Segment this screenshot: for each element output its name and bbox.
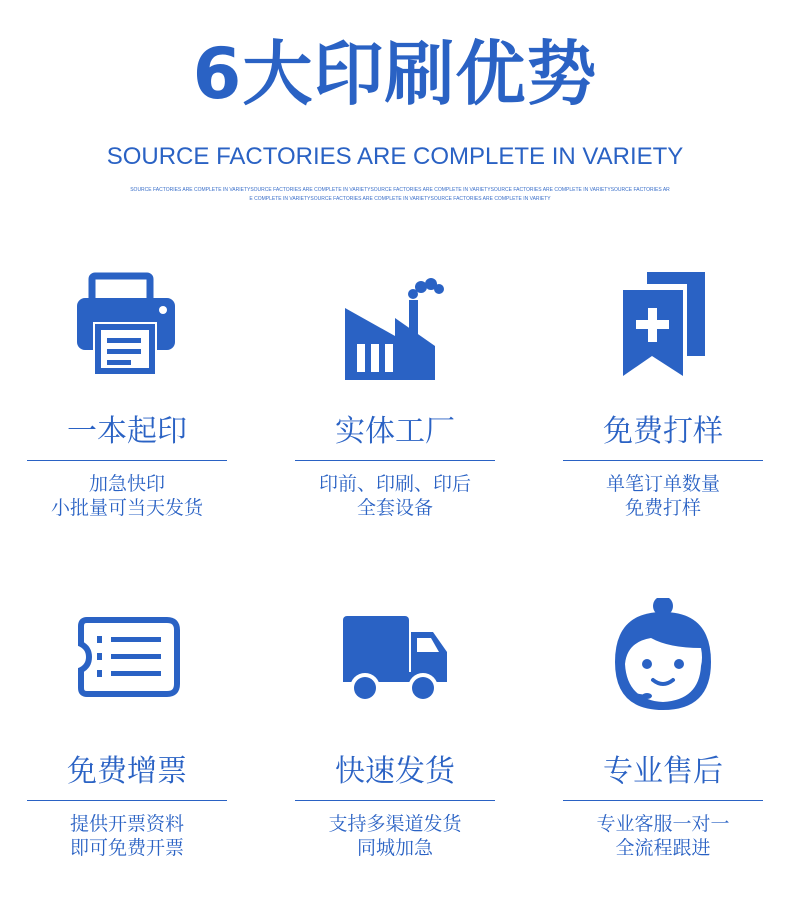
feature-desc-line: 免费打样 — [624, 497, 701, 519]
page-title: 6大印刷优势 — [192, 33, 598, 115]
feature-desc-line: 印前、印刷、印后 — [318, 473, 471, 495]
feature-free-sample — [548, 272, 778, 572]
feature-desc-line: 支持多渠道发货 — [328, 813, 462, 835]
feature-heading: 免费增票 — [67, 754, 187, 789]
feature-after-sales — [548, 598, 778, 898]
invoice-ticket-icon — [67, 612, 187, 732]
feature-desc-line: 同城加急 — [356, 837, 433, 859]
feature-heading: 实体工厂 — [335, 414, 455, 449]
divider — [295, 800, 495, 801]
feature-desc-line: 单笔订单数量 — [605, 473, 720, 495]
feature-heading: 快速发货 — [335, 754, 455, 789]
customer-service-icon — [603, 598, 723, 718]
feature-desc-line: 提供开票资料 — [69, 813, 184, 835]
divider — [563, 800, 763, 801]
divider — [27, 800, 227, 801]
feature-desc-line: 加急快印 — [88, 473, 165, 495]
feature-desc-line: 小批量可当天发货 — [50, 497, 203, 519]
delivery-truck-icon — [335, 612, 455, 732]
feature-desc-line: 全套设备 — [356, 497, 433, 519]
divider — [27, 460, 227, 461]
feature-desc-line: 全流程跟进 — [615, 837, 711, 859]
feature-one-copy-printing — [12, 272, 242, 572]
feature-heading: 免费打样 — [603, 414, 723, 449]
feature-physical-factory — [280, 272, 510, 572]
page-subtitle: SOURCE FACTORIES ARE COMPLETE IN VARIETY — [106, 143, 684, 170]
feature-desc-line: 即可免费开票 — [69, 837, 184, 859]
feature-heading: 专业售后 — [603, 754, 723, 789]
factory-icon — [335, 272, 455, 392]
feature-desc-line: 专业客服一对一 — [596, 813, 730, 835]
decorative-small-text: SOURCE FACTORIES ARE COMPLETE IN VARIETYSOURCE FACTORIES ARE COMPLETE IN VARIETYSOURCE FACTORIES ARE COMPLETE IN VARIETYSOURCE FACTORIES ARE COMPLETE IN VARIETYSOURCE FACTORIES ARE COMPLETE IN VARIETYSOURCE FACTORIES ARE COMPLETE IN VARIETYSOURCE FACTORIES ARE COMPLETE IN VARIETY — [130, 187, 670, 202]
divider — [295, 460, 495, 461]
feature-fast-delivery — [280, 612, 510, 912]
sample-bookmark-icon — [603, 272, 723, 392]
feature-free-invoice — [12, 612, 242, 912]
divider — [563, 460, 763, 461]
feature-heading: 一本起印 — [67, 414, 187, 449]
printer-icon — [67, 272, 187, 392]
